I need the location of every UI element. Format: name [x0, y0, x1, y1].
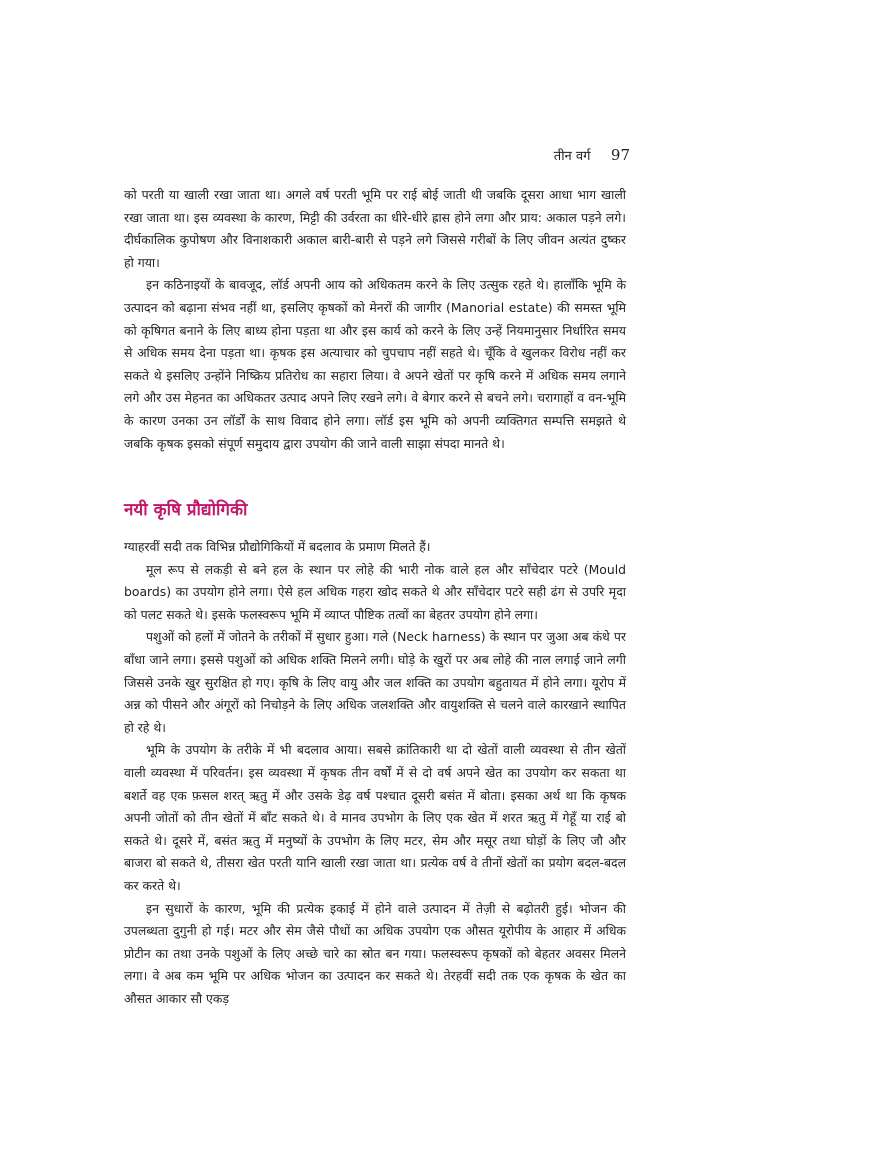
new-agricultural-technology-section — [124, 536, 626, 1010]
paragraph: मूल रूप से लकड़ी से बने हल के स्थान पर लोहे की भारी नोक वाले हल और साँचेदार पटरे (Mould boards) का उपयोग होने लगा। ऐसे हल अधिक गहरा खोद सकते थे और साँचेदार पटरे सही ढंग से उपरि मृदा को पलट सकते थे। इसके फलस्वरूप भूमि में व्याप्त पौष्टिक तत्वों का बेहतर उपयोग होने लगा। — [124, 561, 626, 622]
chapter-title: तीन वर्ग — [553, 149, 591, 164]
continued-text-block — [124, 184, 626, 455]
page-number: 97 — [610, 146, 630, 164]
paragraph: इन सुधारों के कारण, भूमि की प्रत्येक इकाई में होने वाले उत्पादन में तेज़ी से बढ़ोतरी हुई। भोजन की उपलब्धता दुगुनी हो गई। मटर और सेम जैसे पौधों का अधिक उपयोग एक औसत यूरोपीय के आहार में अधिक प्रोटीन का तथा उनके पशुओं के लिए अच्छे चारे का स्रोत बन गया। फलस्वरूप कृषकों को बेहतर अवसर मिलने लगा। वे अब कम भूमि पर अधिक भोजन का उत्पादन कर सकते थे। तेरहवीं सदी तक एक कृषक के खेत का औसत आकार सौ एकड़ — [124, 900, 626, 1006]
paragraph: को परती या खाली रखा जाता था। अगले वर्ष परती भूमि पर राई बोई जाती थी जबकि दूसरा आधा भाग खाली रखा जाता था। इस व्यवस्था के कारण, मिट्टी की उर्वरता का धीरे-धीरे ह्रास होने लगा और प्राय: अकाल पड़ने लगे। दीर्घकालिक कुपोषण और विनाशकारी अकाल बारी-बारी से पड़ने लगे जिससे गरीबों के लिए जीवन अत्यंत दुष्कर हो गया। — [124, 187, 626, 270]
paragraph: इन कठिनाइयों के बावजूद, लॉर्ड अपनी आय को अधिकतम करने के लिए उत्सुक रहते थे। हालाँकि भूमि के उत्पादन को बढ़ाना संभव नहीं था, इसलिए कृषकों को मेनरों की जागीर (Manorial estate) की समस्त भूमि को कृषिगत बनाने के लिए बाध्य होना पड़ता था और इस कार्य को करने के लिए उन्हें नियमानुसार निर्धारित समय से अधिक समय देना पड़ता था। कृषक इस अत्याचार को चुपचाप नहीं सहते थे। चूँकि वे खुलकर विरोध नहीं कर सकते थे इसलिए उन्होंने निष्क्रिय प्रतिरोध का सहारा लिया। वे अपने खेतों पर कृषि करने में अधिक समय लगाने लगे और उस मेहनत का अधिकतर उत्पाद अपने लिए रखने लगे। वे बेगार करने से बचने लगे। चरागाहों व वन-भूमि के कारण उनका उन लॉर्डों के साथ विवाद होने लगा। लॉर्ड इस भूमि को अपनी व्यक्तिगत सम्पत्ति समझते थे जबकि कृषक इसको संपूर्ण समुदाय द्वारा उपयोग की जाने वाली साझा संपदा मानते थे। — [124, 277, 626, 451]
paragraph: ग्याहरवीं सदी तक विभिन्न प्रौद्योगिकियों में बदलाव के प्रमाण मिलते हैं। — [124, 539, 431, 554]
paragraph: पशुओं को हलों में जोतने के तरीकों में सुधार हुआ। गले (Neck harness) के स्थान पर जुआ अब कंधे पर बाँधा जाने लगा। इससे पशुओं को अधिक शक्ति मिलने लगी। घोड़े के खुरों पर अब लोहे की नाल लगाई जाने लगी जिससे उनके खुर सुरक्षित हो गए। कृषि के लिए वायु और जल शक्ति का उपयोग बहुतायत में होने लगा। यूरोप में अन्न को पीसने और अंगूरों को निचोड़ने के लिए अधिक जलशक्ति और वायुशक्ति से चलने वाले कारखाने स्थापित हो रहे थे। — [124, 629, 626, 735]
running-head — [460, 146, 630, 164]
section-heading: नयी कृषि प्रौद्योगिकी — [124, 500, 248, 520]
paragraph: भूमि के उपयोग के तरीके में भी बदलाव आया। सबसे क्रांतिकारी था दो खेतों वाली व्यवस्था से तीन खेतों वाली व्यवस्था में परिवर्तन। इस व्यवस्था में कृषक तीन वर्षों में से दो वर्ष अपने खेत का उपयोग कर सकता था बशर्ते वह एक फ़सल शरत् ऋतु में और उसके डेढ़ वर्ष पश्चात दूसरी बसंत में बोता। इसका अर्थ था कि कृषक अपनी जोतों को तीन खेतों में बाँट सकते थे। वे मानव उपभोग के लिए एक खेत में शरत ऋतु में गेहूँ या राई बो सकते थे। दूसरे में, बसंत ऋतु में मनुष्यों के उपभोग के लिए मटर, सेम और मसूर तथा घोड़ों के लिए जौ और बाजरा बो सकते थे, तीसरा खेत परती यानि खाली रखा जाता था। प्रत्येक वर्ष वे तीनों खेतों का प्रयोग बदल-बदल कर करते थे। — [124, 742, 626, 893]
